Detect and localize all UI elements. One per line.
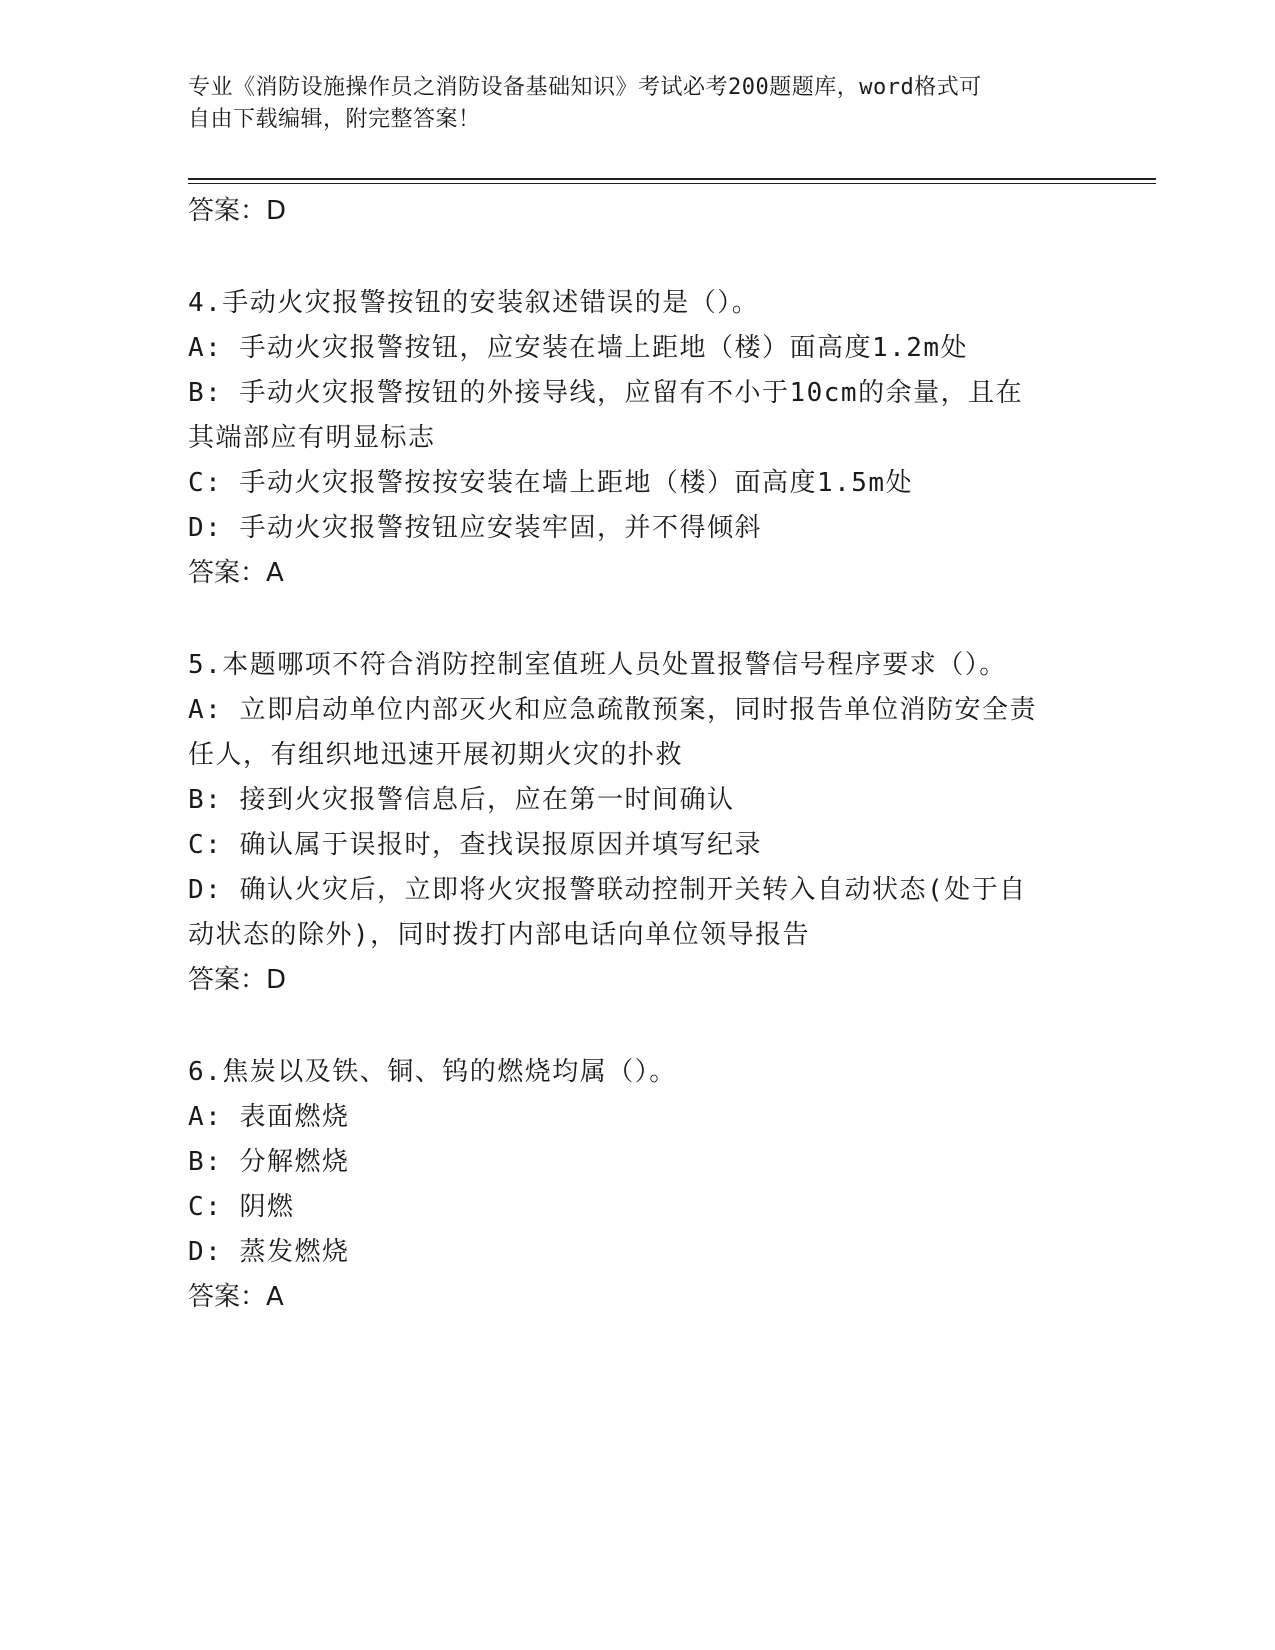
header-rule-thick	[188, 178, 1156, 180]
option-a: A: 立即启动单位内部灭火和应急疏散预案，同时报告单位消防安全责	[188, 695, 1037, 725]
question-stem: 4.手动火灾报警按钮的安装叙述错误的是（）。	[188, 288, 760, 318]
option-b: B: 手动火灾报警按钮的外接导线，应留有不小于10cm的余量，且在	[188, 378, 1024, 408]
option-a-continued: 任人，有组织地迅速开展初期火灾的扑救	[188, 740, 684, 770]
previous-answer: 答案：D	[188, 196, 287, 226]
header-line-1: 专业《消防设施操作员之消防设备基础知识》考试必考200题题库，word格式可	[188, 75, 982, 100]
header-line-2: 自由下载编辑，附完整答案！	[188, 107, 481, 132]
answer: 答案：A	[188, 1282, 284, 1312]
document-header	[188, 72, 1088, 136]
option-c: C: 手动火灾报警按按安装在墙上距地（楼）面高度1.5m处	[188, 468, 914, 498]
option-d-continued: 动状态的除外)，同时拨打内部电话向单位领导报告	[188, 920, 811, 950]
option-b: B: 接到火灾报警信息后，应在第一时间确认	[188, 785, 735, 815]
option-d: D: 确认火灾后，立即将火灾报警联动控制开关转入自动状态(处于自	[188, 875, 1027, 905]
option-a: A: 手动火灾报警按钮，应安装在墙上距地（楼）面高度1.2m处	[188, 333, 969, 363]
question-stem: 5.本题哪项不符合消防控制室值班人员处置报警信号程序要求（）。	[188, 650, 1007, 680]
option-c: C: 确认属于误报时，查找误报原因并填写纪录	[188, 830, 762, 860]
answer: 答案：D	[188, 965, 287, 995]
question-5	[188, 643, 1088, 1003]
option-b: B: 分解燃烧	[188, 1147, 350, 1177]
question-4	[188, 281, 1088, 596]
option-d: D: 蒸发燃烧	[188, 1237, 350, 1267]
question-list	[188, 189, 1088, 1320]
option-d: D: 手动火灾报警按钮应安装牢固，并不得倾斜	[188, 513, 762, 543]
option-c: C: 阴燃	[188, 1192, 295, 1222]
question-stem: 6.焦炭以及铁、铜、钨的燃烧均属（）。	[188, 1057, 677, 1087]
option-a: A: 表面燃烧	[188, 1102, 350, 1132]
question-6	[188, 1050, 1088, 1320]
option-b-continued: 其端部应有明显标志	[188, 423, 436, 453]
header-rule-thin	[188, 183, 1156, 184]
answer: 答案：A	[188, 558, 284, 588]
